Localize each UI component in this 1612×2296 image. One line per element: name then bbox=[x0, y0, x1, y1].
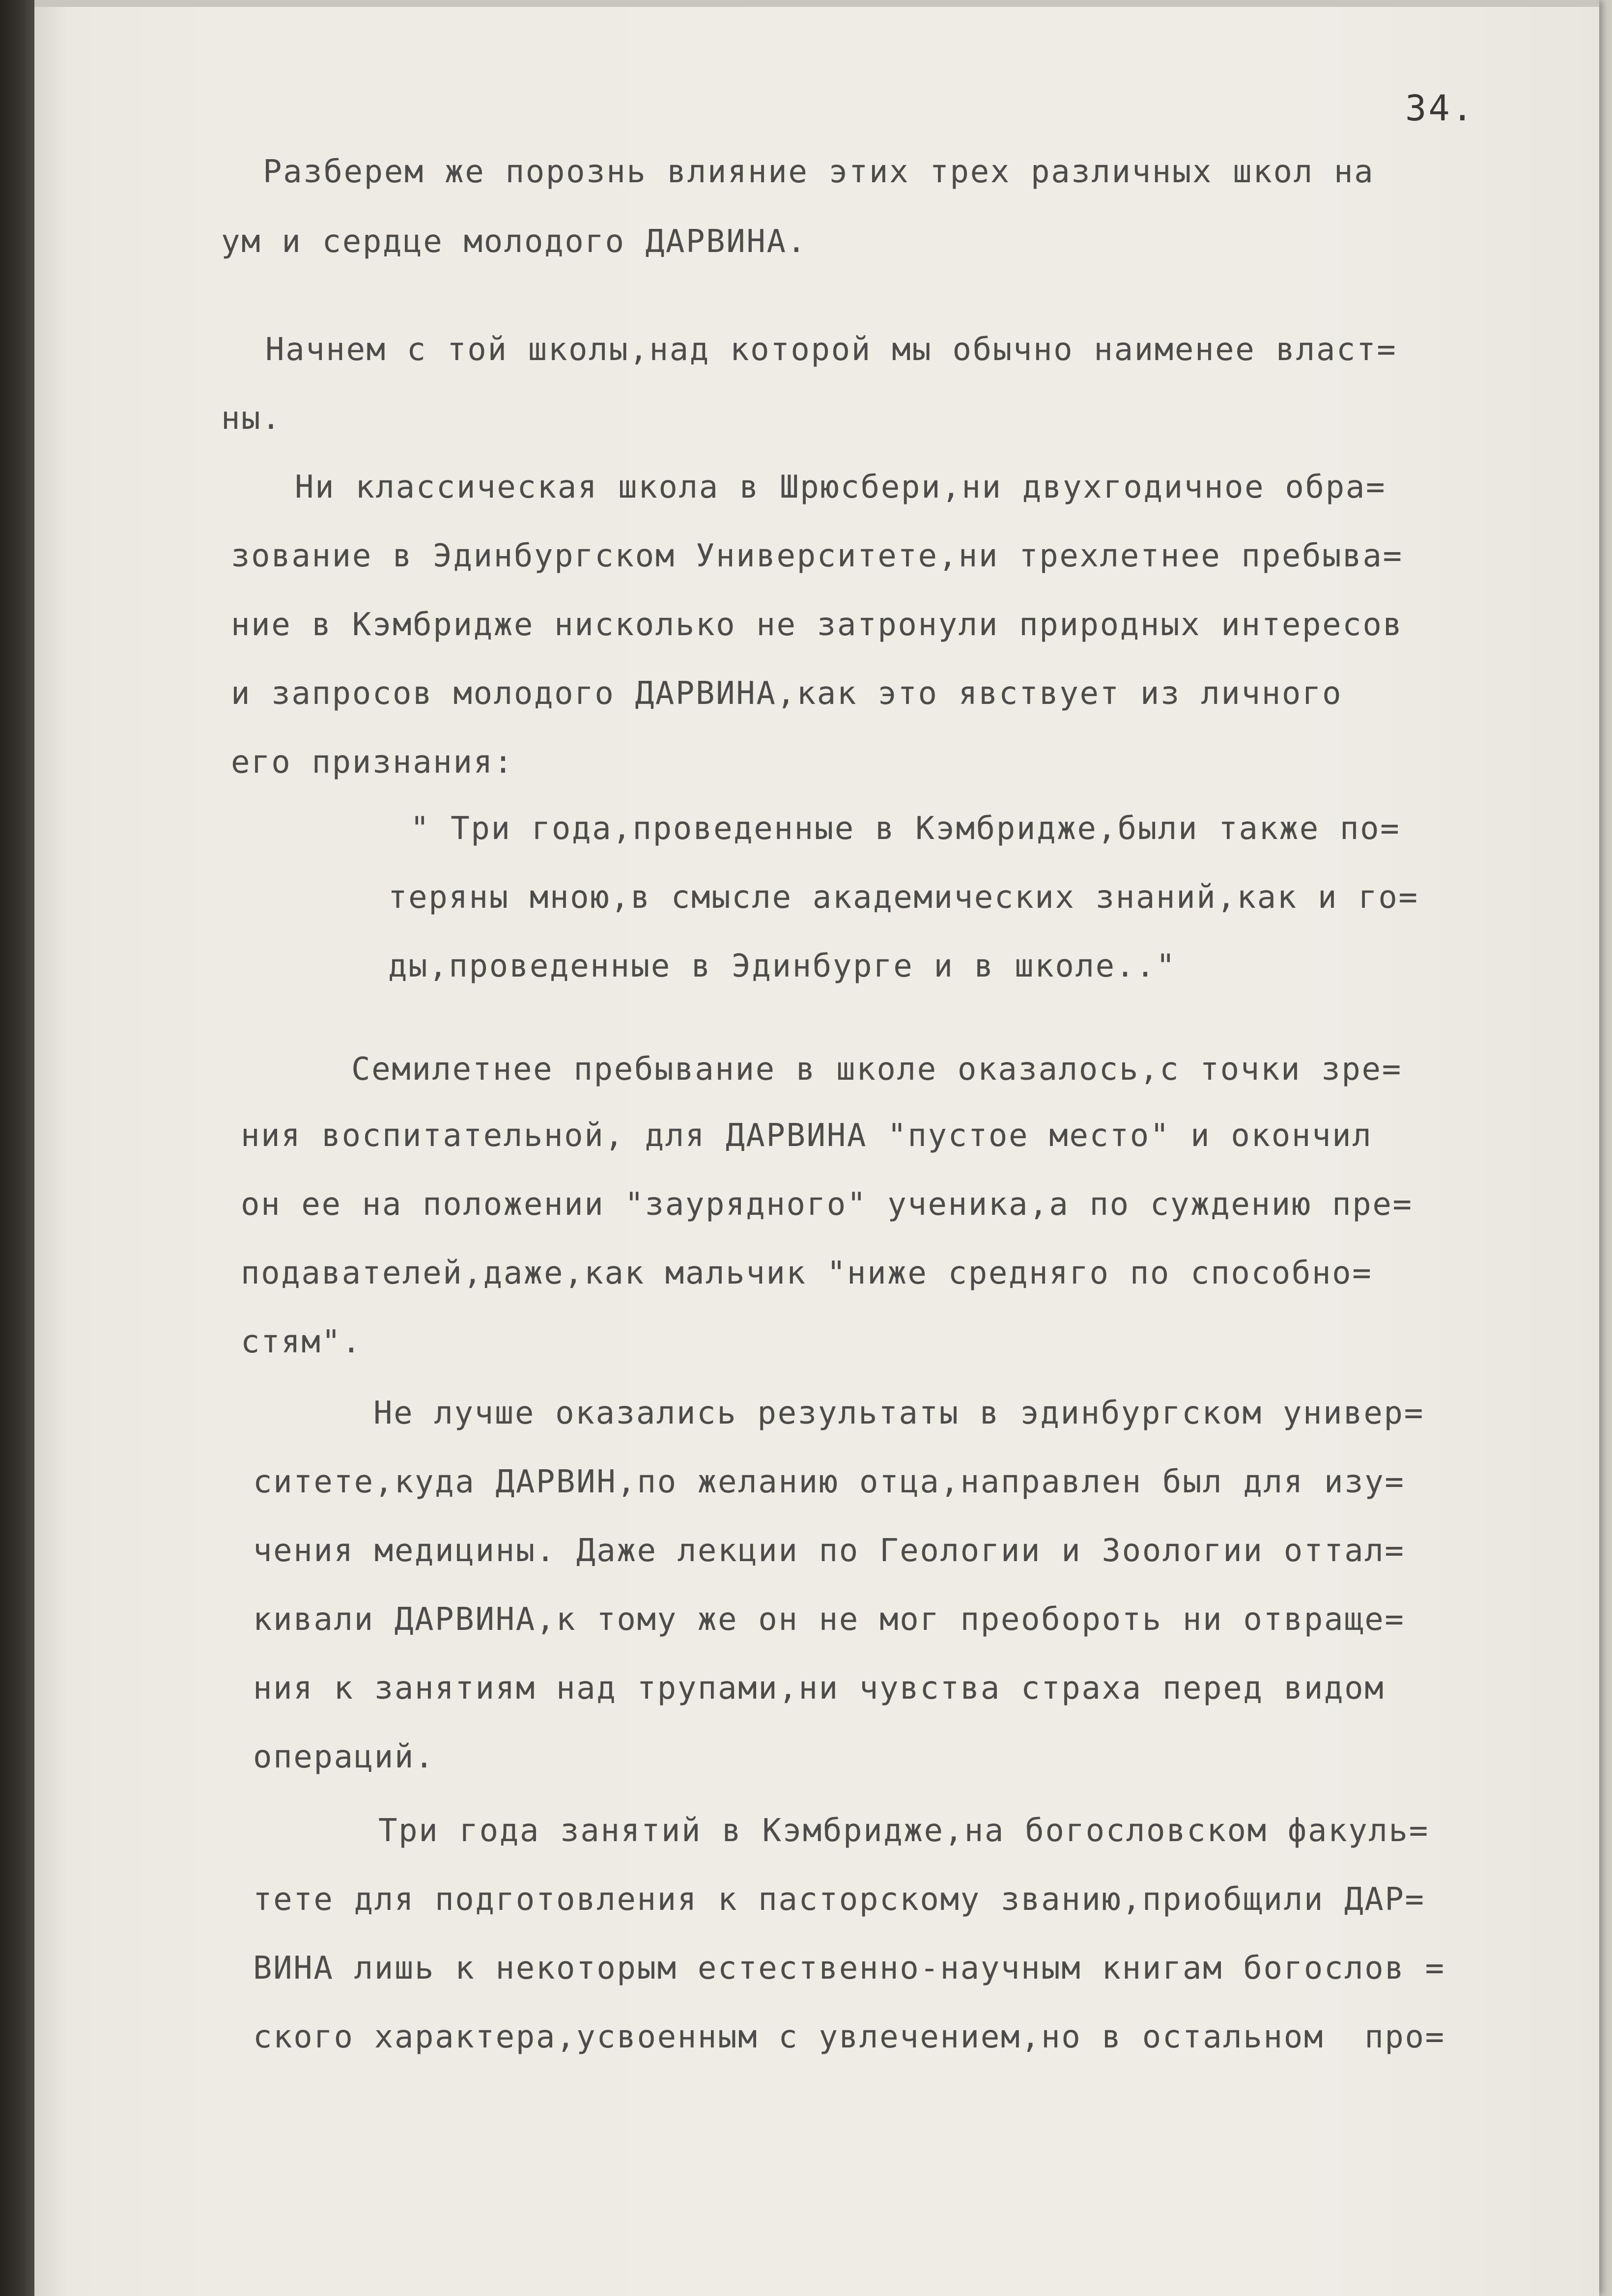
text-line: ны. bbox=[221, 400, 282, 437]
text-line: Три года занятий в Кэмбридже,на богословском факуль= bbox=[378, 1813, 1429, 1849]
page-top-edge bbox=[34, 0, 1599, 7]
text-line: кивали ДАРВИНА,к тому же он не мог преобороть ни отвраще= bbox=[253, 1601, 1405, 1638]
text-line: ВИНА лишь к некоторым естественно-научным книгам богослов = bbox=[253, 1950, 1445, 1987]
text-line: он ее на положении "заурядного" ученика,а по суждению пре= bbox=[241, 1186, 1413, 1223]
text-line: чения медицины. Даже лекции по Геологии и Зоологии оттал= bbox=[253, 1533, 1405, 1569]
text-line: ситете,куда ДАРВИН,по желанию отца,направлен был для изу= bbox=[253, 1464, 1405, 1500]
text-line: зование в Эдинбургском Университете,ни трехлетнее пребыва= bbox=[231, 538, 1403, 574]
text-line: Не лучше оказались результаты в эдинбургском универ= bbox=[373, 1395, 1424, 1431]
text-line: Разберем же порознь влияние этих трех различных школ на bbox=[263, 154, 1375, 190]
text-line: Начнем с той школы,над которой мы обычно наименее власт= bbox=[265, 332, 1397, 368]
text-line: ния воспитательной, для ДАРВИНА "пустое место" и окончил bbox=[241, 1118, 1373, 1154]
text-line: и запросов молодого ДАРВИНА,как это явствует из личного bbox=[231, 675, 1343, 712]
text-line: ние в Кэмбридже нисколько не затронули природных интересов bbox=[231, 607, 1403, 643]
page-number: 34. bbox=[1405, 87, 1475, 129]
text-line: Ни классическая школа в Шрюсбери,ни двухгодичное обра= bbox=[295, 469, 1386, 505]
quote-line: теряны мною,в смысле академических знаний,как и го= bbox=[388, 879, 1419, 916]
text-line: Семилетнее пребывание в школе оказалось,с точки зре= bbox=[351, 1051, 1402, 1088]
text-line: тете для подготовления к пасторскому званию,приобщили ДАР= bbox=[253, 1881, 1425, 1918]
binding-edge bbox=[0, 0, 37, 2296]
quote-line: " Три года,проведенные в Кэмбридже,были также по= bbox=[410, 811, 1401, 847]
text-line: ния к занятиям над трупами,ни чувства страха перед видом bbox=[253, 1670, 1385, 1707]
text-line: стям". bbox=[241, 1324, 362, 1360]
quote-line: ды,проведенные в Эдинбурге и в школе.." bbox=[388, 948, 1177, 984]
text-line: ум и сердце молодого ДАРВИНА. bbox=[221, 224, 807, 260]
text-line: ского характера,усвоенным с увлечением,но в остальном про= bbox=[253, 2019, 1445, 2055]
text-line: подавателей,даже,как мальчик "ниже средняго по способно= bbox=[241, 1255, 1373, 1291]
text-line: его признания: bbox=[231, 744, 514, 781]
text-line: операций. bbox=[253, 1739, 435, 1775]
